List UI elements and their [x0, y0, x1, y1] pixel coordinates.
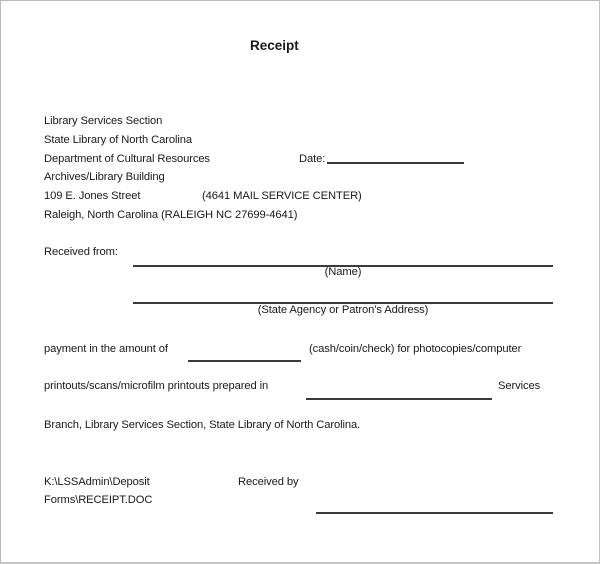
address-line: Department of Cultural Resources	[44, 153, 210, 165]
address-line: 109 E. Jones Street	[44, 190, 141, 202]
document-title: Receipt	[250, 38, 299, 53]
date-underline	[327, 162, 464, 164]
file-path-line: K:\LSSAdmin\Deposit	[44, 476, 150, 488]
branch-text: Branch, Library Services Section, State Library of North Carolina.	[44, 419, 361, 431]
printouts-text: printouts/scans/microfilm printouts prepared in	[44, 380, 269, 392]
branch-underline	[306, 398, 492, 400]
file-path-line: Forms\RECEIPT.DOC	[44, 494, 153, 506]
amount-underline	[188, 360, 301, 362]
mail-service-center: (4641 MAIL SERVICE CENTER)	[202, 190, 362, 202]
services-text: Services	[498, 380, 541, 392]
received-from-label: Received from:	[44, 246, 118, 258]
received-by-label: Received by	[238, 476, 299, 488]
payment-text: payment in the amount of	[44, 343, 168, 355]
address-line: Archives/Library Building	[44, 171, 165, 183]
date-label: Date:	[299, 153, 326, 165]
address-line: Raleigh, North Carolina (RALEIGH NC 27699-4641)	[44, 209, 298, 221]
name-caption: (Name)	[324, 266, 362, 278]
address-line: Library Services Section	[44, 115, 163, 127]
address-line: State Library of North Carolina	[44, 134, 193, 146]
signature-underline	[316, 512, 553, 514]
address-caption: (State Agency or Patron’s Address)	[257, 304, 429, 316]
payment-method-text: (cash/coin/check) for photocopies/computer	[309, 343, 522, 355]
